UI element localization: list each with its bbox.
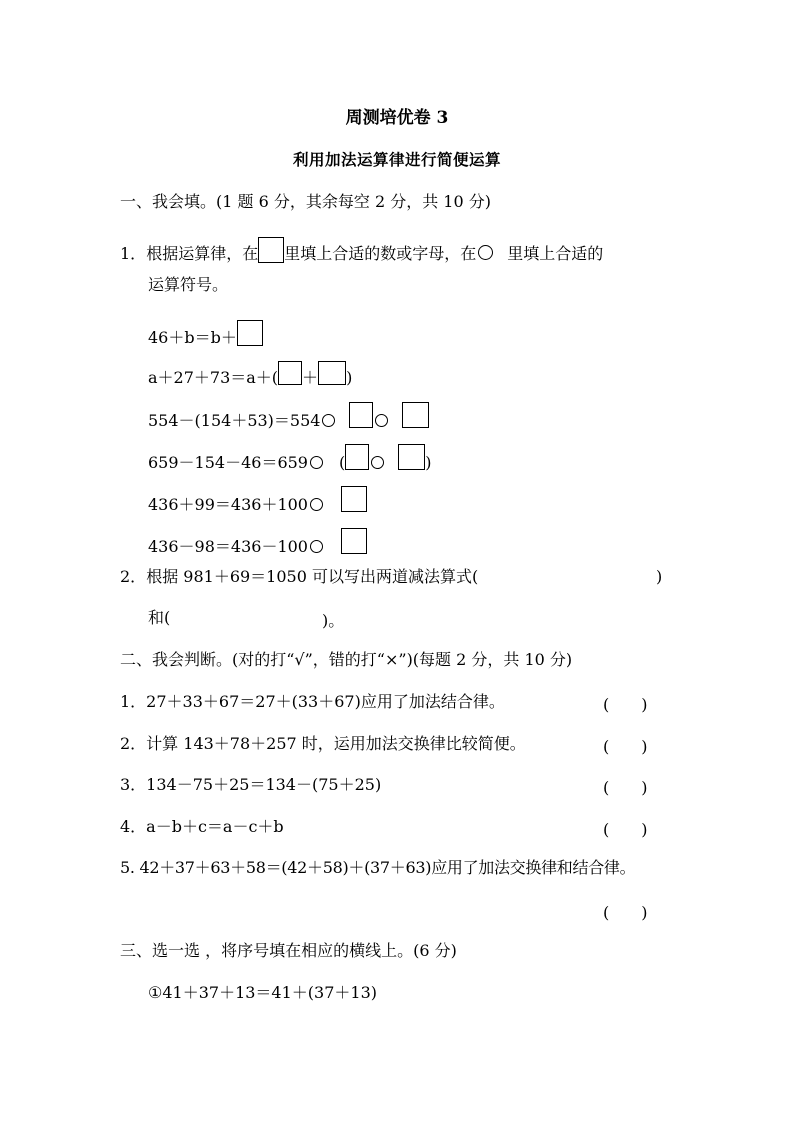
equation-6-text: 436－98＝436－100 [148,537,308,556]
page-subtitle: 利用加法运算律进行简便运算 [292,150,501,169]
question-1-line1 [120,237,603,264]
answer-box[interactable] [345,444,369,470]
answer-box[interactable] [278,361,302,385]
section1-heading: 一、我会填。(1 题 6 分，其余每空 2 分，共 10 分) [120,192,491,211]
plus-sign: ＋ [302,368,319,387]
judge-item-4: 4．a－b＋c＝a－c＋b [120,817,284,836]
close-paren: ) [425,453,432,472]
question-2-text: 根据 981＋69＝1050 可以写出两道减法算式( [146,567,479,586]
equation-3-text: 554－(154＋53)＝554 [148,411,321,430]
choice-item-1: ①41＋37＋13＝41＋(37＋13) [148,983,377,1002]
close-paren: ) [346,368,353,387]
judge-answer-3[interactable]: ( ) [603,778,648,797]
judge-answer-1[interactable]: ( ) [603,695,648,714]
judge-item-3: 3．134－75＋25＝134－(75＋25) [120,775,382,794]
equation-1-text: 46＋b＝b＋ [148,328,237,347]
answer-box[interactable] [318,361,346,385]
equation-2-text: a＋27＋73＝a＋( [148,368,279,387]
answer-box[interactable] [402,402,429,428]
equation-4 [148,444,431,473]
section2-heading: 二、我会判断。(对的打“√”，错的打“×”)(每题 2 分，共 10 分) [120,650,573,669]
open-paren: ( [338,453,346,472]
judge-item-5: 5. 42＋37＋63＋58＝(42＋58)＋(37＋63)应用了加法交换律和结合律。 [120,858,636,877]
answer-circle[interactable] [322,414,335,427]
answer-box[interactable] [341,486,367,512]
answer-box-sample [258,237,284,263]
answer-circle[interactable] [310,498,323,511]
equation-5 [148,486,367,515]
answer-box[interactable] [398,444,425,470]
question-1-text-b: 里填上合适的数或字母，在 [284,244,477,263]
judge-item-1: 1．27＋33＋67＝27＋(33＋67)应用了加法结合律。 [120,692,505,711]
answer-box[interactable] [237,320,263,346]
answer-blank-close[interactable]: ) [656,567,663,586]
answer-box[interactable] [341,528,367,554]
answer-box[interactable] [349,402,373,428]
equation-3 [148,402,429,431]
judge-answer-5[interactable]: ( ) [603,903,648,922]
equation-4-text: 659－154－46＝659 [148,453,308,472]
question-2-line2: 和( [148,608,171,627]
question-1-text-a: 根据运算律，在 [146,244,259,263]
equation-5-text: 436＋99＝436＋100 [148,495,308,514]
answer-circle-sample [478,245,493,260]
question-1-text-c: 里填上合适的 [507,244,604,263]
equation-2 [148,361,352,388]
question-1-number: 1． [120,244,147,263]
answer-circle[interactable] [375,414,388,427]
page-title: 周测培优卷 3 [345,108,449,128]
section3-heading: 三、选一选 ，将序号填在相应的横线上。(6 分) [120,941,457,960]
equation-1 [148,320,263,348]
question-2-line1 [120,567,478,587]
answer-circle[interactable] [310,540,323,553]
question-1-line2: 运算符号。 [148,275,229,294]
answer-circle[interactable] [371,456,384,469]
question-2-number: 2． [120,567,147,586]
judge-item-2: 2．计算 143＋78＋257 时，运用加法交换律比较简便。 [120,734,526,753]
judge-answer-4[interactable]: ( ) [603,820,648,839]
equation-6 [148,528,367,557]
answer-circle[interactable] [310,456,323,469]
answer-blank-end[interactable]: )。 [322,611,345,630]
judge-answer-2[interactable]: ( ) [603,737,648,756]
